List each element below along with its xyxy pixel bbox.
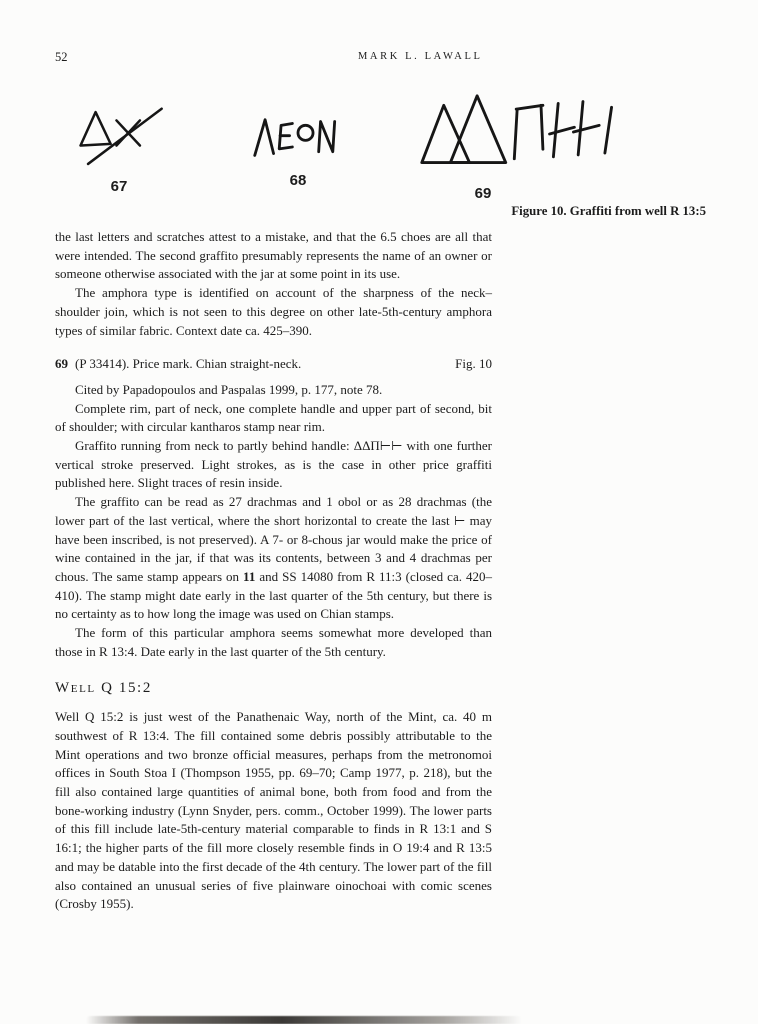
entry-condition: Complete rim, part of neck, one complete handle and upper part of second, bit of shoulder; with circular kantharos stamp near rim. <box>55 400 492 435</box>
text-column <box>55 228 492 914</box>
entry-reading-part1: The graffito can be read as 27 drachmas and 1 obol or as 28 drachmas (the lower part of the last vertical, where the short horizontal to create the last ⊢ may have been inscribed, is not preserved). A 7- or 8-chous jar would make the price of wine contained in the jar, if that was its contents, between 3 and 4 drachmas per chous. The same stamp appears on <box>55 494 492 584</box>
page-header <box>55 50 705 66</box>
graffito-68-label: 68 <box>289 172 307 189</box>
page-number: 52 <box>55 50 68 64</box>
paragraph-amphora-type: The amphora type is identified on account of the sharpness of the neck–shoulder join, which is not seen to this degree on other late-5th-century amphora types of similar fabric. Context date ca. 425–390. <box>55 285 492 338</box>
graffito-67 <box>73 102 165 195</box>
paragraph-continuation: the last letters and scratches attest to a mistake, and that the 6.5 choes are all that were intended. The second graffito presumably represents the name of an owner or someone otherwise associated with the jar at some point in its use. <box>55 229 492 282</box>
entry-citation: Cited by Papadopoulos and Paspalas 1999, p. 177, note 78. <box>75 381 383 397</box>
catalog-entry-heading <box>55 355 492 374</box>
graffito-68 <box>251 114 345 189</box>
entry-graffito-description: Graffito running from neck to partly behind handle: ΔΔΠ⊢⊢ with one further vertical stroke preserved. Light strokes, as is the case in other price graffiti published here. Slight traces of resin inside. <box>55 438 492 491</box>
graffito-69-drawing <box>418 90 623 176</box>
graffito-67-label: 67 <box>110 178 128 195</box>
section-heading-well-q15-2: Well Q 15:2 <box>55 680 152 697</box>
entry-number: 69 <box>55 356 68 372</box>
figure-caption: Figure 10. Graffiti from well R 13:5 <box>511 204 706 218</box>
entry-reading-part2: and SS 14080 from R 11:3 (closed ca. 420–410). The stamp might date early in the last quarter of the 5th century, but there is no certainty as to how long the image was used on Chian stamps. <box>55 568 492 622</box>
graffito-67-drawing <box>73 102 165 169</box>
entry-reading-catalog-ref: 11 <box>243 568 256 584</box>
section-body-well-q15-2: Well Q 15:2 is just west of the Panathenaic Way, north of the Mint, ca. 40 m southwest of R 13:4. The fill contained some debris possibly attributable to the Mint operations and two bronze official measures, perhaps from the metronomoi offices in South Stoa I (Thompson 1955, pp. 69–70; Camp 1977, p. 218), but the fill also contained large quantities of animal bone, both from food and from the bone-working industry (Lynn Snyder, pers. comm., October 1999). The lower parts of this fill include late-5th-century material comparable to finds in R 13:1 and S 16:1; the higher parts of the fill more closely resemble finds in O 19:4 and R 13:5 and may be datable into the first decade of the 4th century. The lower part of the fill also contained an unusual series of five plainware oinochoai with comic scenes (Crosby 1955). <box>55 709 492 912</box>
entry-form-note: The form of this particular amphora seems somewhat more developed than those in R 13:4. Date early in the last quarter of the 5th century. <box>55 625 492 659</box>
graffito-69-label: 69 <box>474 185 492 202</box>
entry-reading <box>55 493 492 624</box>
entry-figure-reference: Fig. 10 <box>455 356 492 372</box>
page-edge-artifact <box>86 1016 522 1024</box>
graffito-69 <box>418 90 623 202</box>
graffito-68-drawing <box>251 114 345 163</box>
running-head-title: MARK L. LAWALL <box>358 51 483 62</box>
figure-10 <box>0 88 758 223</box>
entry-title: (P 33414). Price mark. Chian straight-neck. <box>75 356 302 372</box>
